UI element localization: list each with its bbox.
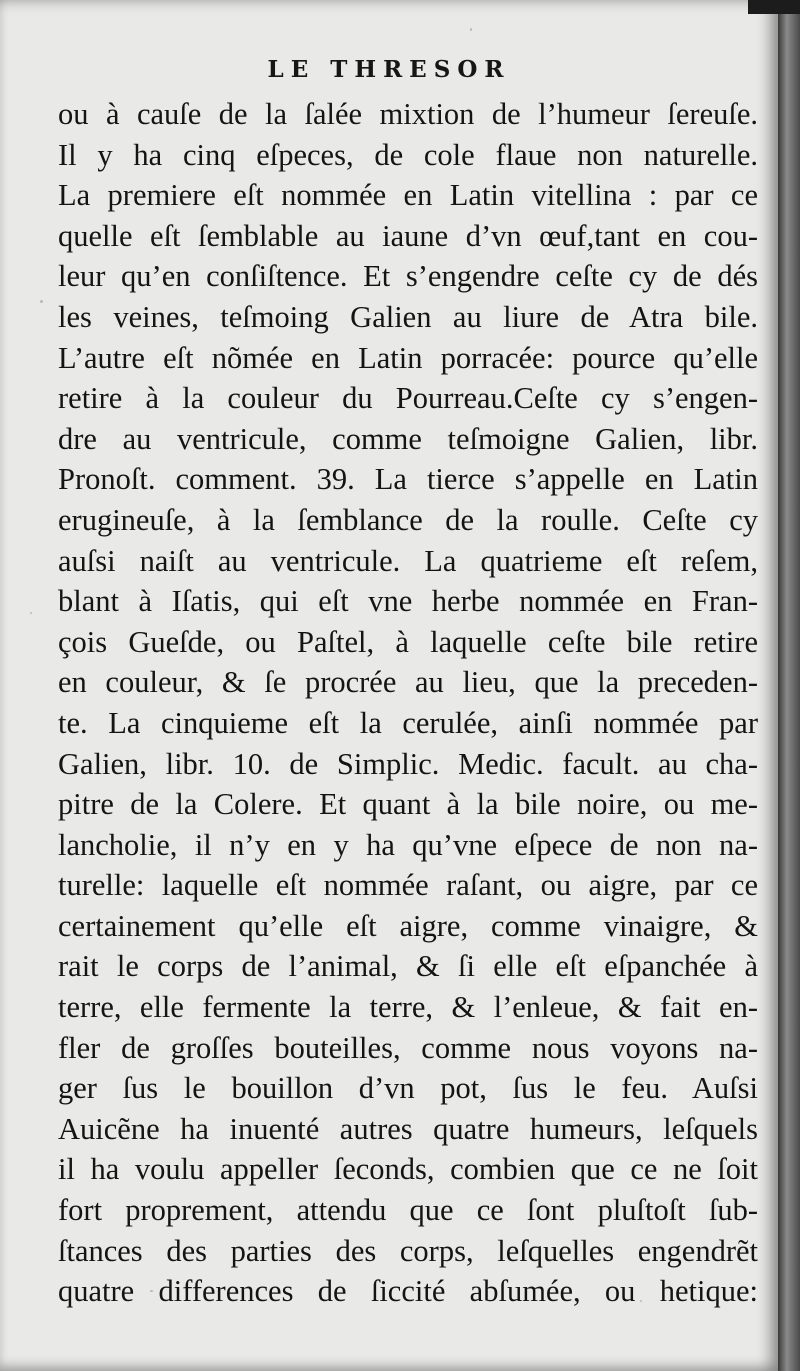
text-line: Pronoſt. comment. 39. La tierce s’appelle en Latin	[58, 462, 758, 497]
paper-speck	[30, 612, 32, 614]
text-line: certainement qu’elle eſt aigre, comme vinaigre, &	[58, 908, 758, 943]
body-text	[58, 94, 758, 1312]
text-line: fort proprement, attendu que ce ſont pluſtoſt ſub-	[58, 1193, 758, 1228]
paper-speck	[40, 300, 43, 303]
text-line: Auicẽne ha inuenté autres quatre humeurs, leſquels	[58, 1111, 758, 1146]
text-line: Il y ha cinq eſpeces, de cole flaue non naturelle.	[58, 137, 758, 172]
text-line: erugineuſe, à la ſemblance de la roulle. Ceſte cy	[58, 502, 758, 537]
text-line: ſtances des parties des corps, leſquelles engendrẽt	[58, 1233, 758, 1268]
text-line: çois Gueſde, ou Paſtel, à laquelle ceſte bile retire	[58, 624, 758, 659]
text-line: fler de groſſes bouteilles, comme nous voyons na-	[58, 1030, 758, 1065]
running-head: LE THRESOR	[267, 56, 511, 83]
text-line: pitre de la Colere. Et quant à la bile noire, ou me-	[58, 787, 758, 822]
text-line: ger ſus le bouillon d’vn pot, ſus le feu. Auſsi	[58, 1071, 758, 1106]
text-line: auſsi naiſt au ventricule. La quatrieme eſt reſem,	[58, 543, 758, 578]
text-line: dre au ventricule, comme teſmoigne Galien, libr.	[58, 421, 758, 456]
text-line: rait le corps de l’animal, & ſi elle eſt eſpanchée à	[58, 949, 758, 984]
text-line: L’autre eſt nõmée en Latin porracée: pource qu’elle	[58, 340, 758, 375]
text-line: il ha voulu appeller ſeconds, combien que ce ne ſoit	[58, 1152, 758, 1187]
text-line: leur qu’en conſiſtence. Et s’engendre ceſte cy de dés	[58, 259, 758, 294]
text-line: quelle eſt ſemblable au iaune d’vn œuf,tant en cou-	[58, 218, 758, 253]
page-edge	[778, 0, 800, 1371]
text-line: Galien, libr. 10. de Simplic. Medic. facult. au cha-	[58, 746, 758, 781]
text-line: ou à cauſe de la ſalée mixtion de l’humeur ſereuſe.	[58, 97, 758, 131]
binding-shadow	[748, 0, 800, 14]
text-line: quatre differences de ſiccité abſumée, ou hetique:	[58, 1274, 758, 1309]
text-line: te. La cinquieme eſt la cerulée, ainſi nommée par	[58, 705, 758, 740]
text-line: terre, elle fermente la terre, & l’enleue, & fait en-	[58, 990, 758, 1025]
text-line: La premiere eſt nommée en Latin vitellina : par ce	[58, 178, 758, 213]
text-line: blant à Iſatis, qui eſt vne herbe nommée en Fran-	[58, 584, 758, 619]
text-line: retire à la couleur du Pourreau.Ceſte cy s’engen-	[58, 381, 758, 416]
text-line: lancholie, il n’y en y ha qu’vne eſpece de non na-	[58, 827, 758, 862]
text-line: les veines, teſmoing Galien au liure de Atra bile.	[58, 299, 758, 334]
text-line: turelle: laquelle eſt nommée raſant, ou aigre, par ce	[58, 868, 758, 903]
text-line: en couleur, & ſe procrée au lieu, que la preceden-	[58, 665, 758, 700]
paper-speck	[470, 28, 472, 31]
